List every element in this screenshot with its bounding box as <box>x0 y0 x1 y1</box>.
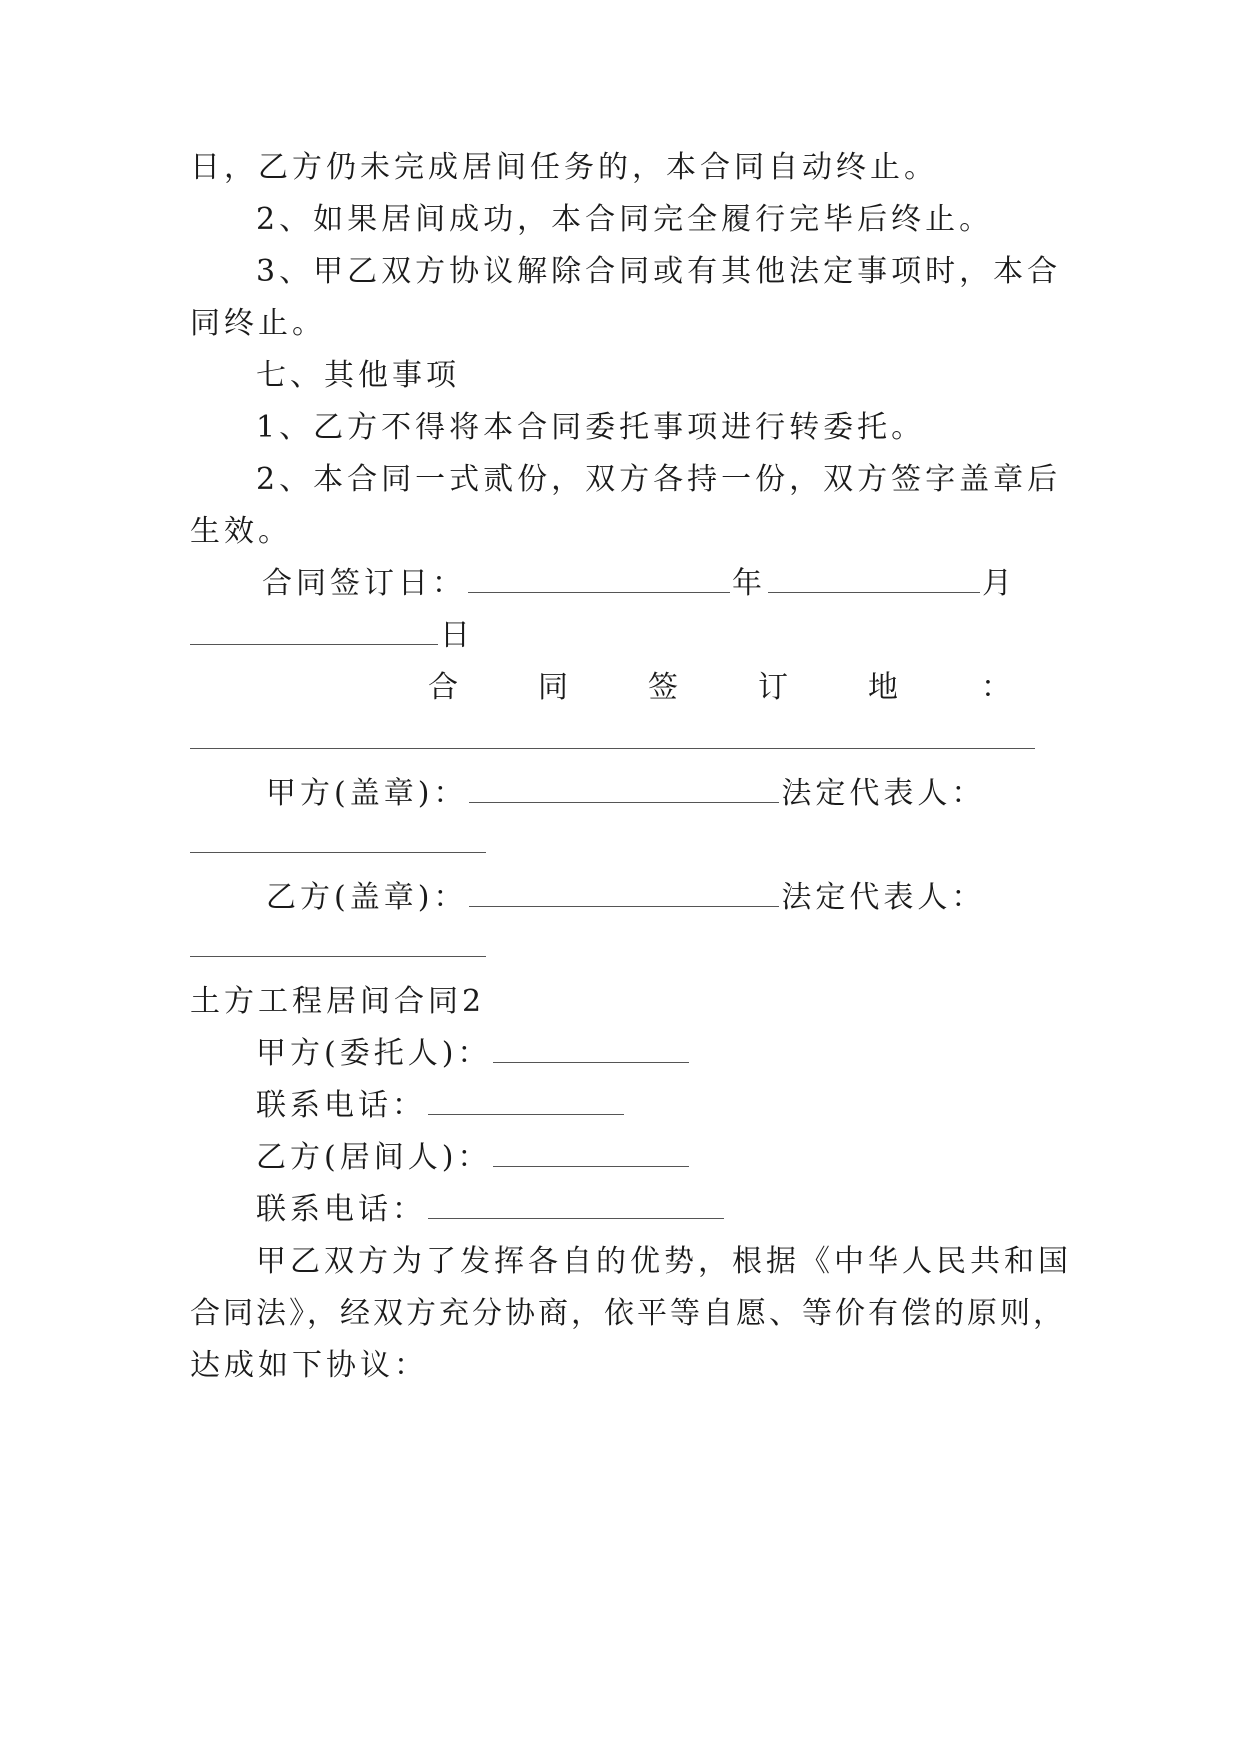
clause-3-line2: 同终止。 <box>190 306 326 341</box>
sign-place-colon: ： <box>981 670 1011 705</box>
year-blank <box>468 564 730 593</box>
sign-date-label: 合同签订日： <box>262 566 466 601</box>
day-label: 日 <box>440 618 474 653</box>
month-label: 月 <box>982 566 1016 601</box>
party-a-seal-blank <box>469 774 779 803</box>
intro-line1: 甲乙双方为了发挥各自的优势，根据《中华人民共和国 <box>256 1244 1072 1279</box>
sign-place-char: 地 <box>868 670 898 705</box>
intro-line3: 达成如下协议： <box>190 1348 428 1383</box>
party-a-legal-rep-blank <box>190 852 486 853</box>
phone-a-row <box>256 1086 626 1126</box>
year-label: 年 <box>732 566 766 601</box>
day-blank <box>190 616 438 645</box>
month-blank <box>768 564 980 593</box>
party-b-seal-blank <box>469 878 779 907</box>
party-a-client-label: 甲方(委托人)： <box>256 1036 492 1071</box>
party-b-legal-rep-blank <box>190 956 486 957</box>
party-b-broker-blank <box>493 1138 689 1167</box>
phone-a-label: 联系电话： <box>256 1088 426 1123</box>
sign-place-char: 签 <box>648 670 678 705</box>
clause-7-1: 1、乙方不得将本合同委托事项进行转委托。 <box>256 410 926 445</box>
clause-7-2-line2: 生效。 <box>190 514 292 549</box>
party-a-legal-rep-label: 法定代表人： <box>781 776 986 811</box>
intro-line2: 合同法》，经双方充分协商，依平等自愿、等价有偿的原则， <box>190 1296 1066 1331</box>
sign-day-row <box>190 616 474 656</box>
sign-place-blank <box>190 748 1035 749</box>
contract-2-title: 土方工程居间合同2 <box>190 984 486 1019</box>
sign-date-row <box>262 564 1016 604</box>
sign-place-char: 合 <box>428 670 458 705</box>
clause-7-2-line1: 2、本合同一式贰份，双方各持一份，双方签字盖章后 <box>256 462 1062 497</box>
party-b-broker-label: 乙方(居间人)： <box>256 1140 492 1175</box>
party-a-client-blank <box>493 1034 689 1063</box>
party-a-seal-label: 甲方(盖章)： <box>266 776 468 811</box>
clause-3-line1: 3、甲乙双方协议解除合同或有其他法定事项时，本合 <box>256 254 1062 289</box>
sign-place-char: 订 <box>758 670 788 705</box>
party-b-seal-label: 乙方(盖章)： <box>266 880 468 915</box>
sign-place-char: 同 <box>538 670 568 705</box>
party-a-seal-row <box>266 774 985 814</box>
phone-b-label: 联系电话： <box>256 1192 426 1227</box>
phone-b-row <box>256 1190 726 1230</box>
sign-place-row <box>428 668 1011 708</box>
phone-a-blank <box>428 1086 624 1115</box>
party-b-legal-rep-label: 法定代表人： <box>781 880 986 915</box>
party-a-client-row <box>256 1034 691 1074</box>
paragraph-termination-end: 日，乙方仍未完成居间任务的，本合同自动终止。 <box>190 150 938 185</box>
party-b-seal-row <box>266 878 985 918</box>
section-7-heading: 七、其他事项 <box>256 358 460 393</box>
phone-b-blank <box>428 1190 724 1219</box>
party-b-broker-row <box>256 1138 691 1178</box>
clause-2-success: 2、如果居间成功，本合同完全履行完毕后终止。 <box>256 202 994 237</box>
